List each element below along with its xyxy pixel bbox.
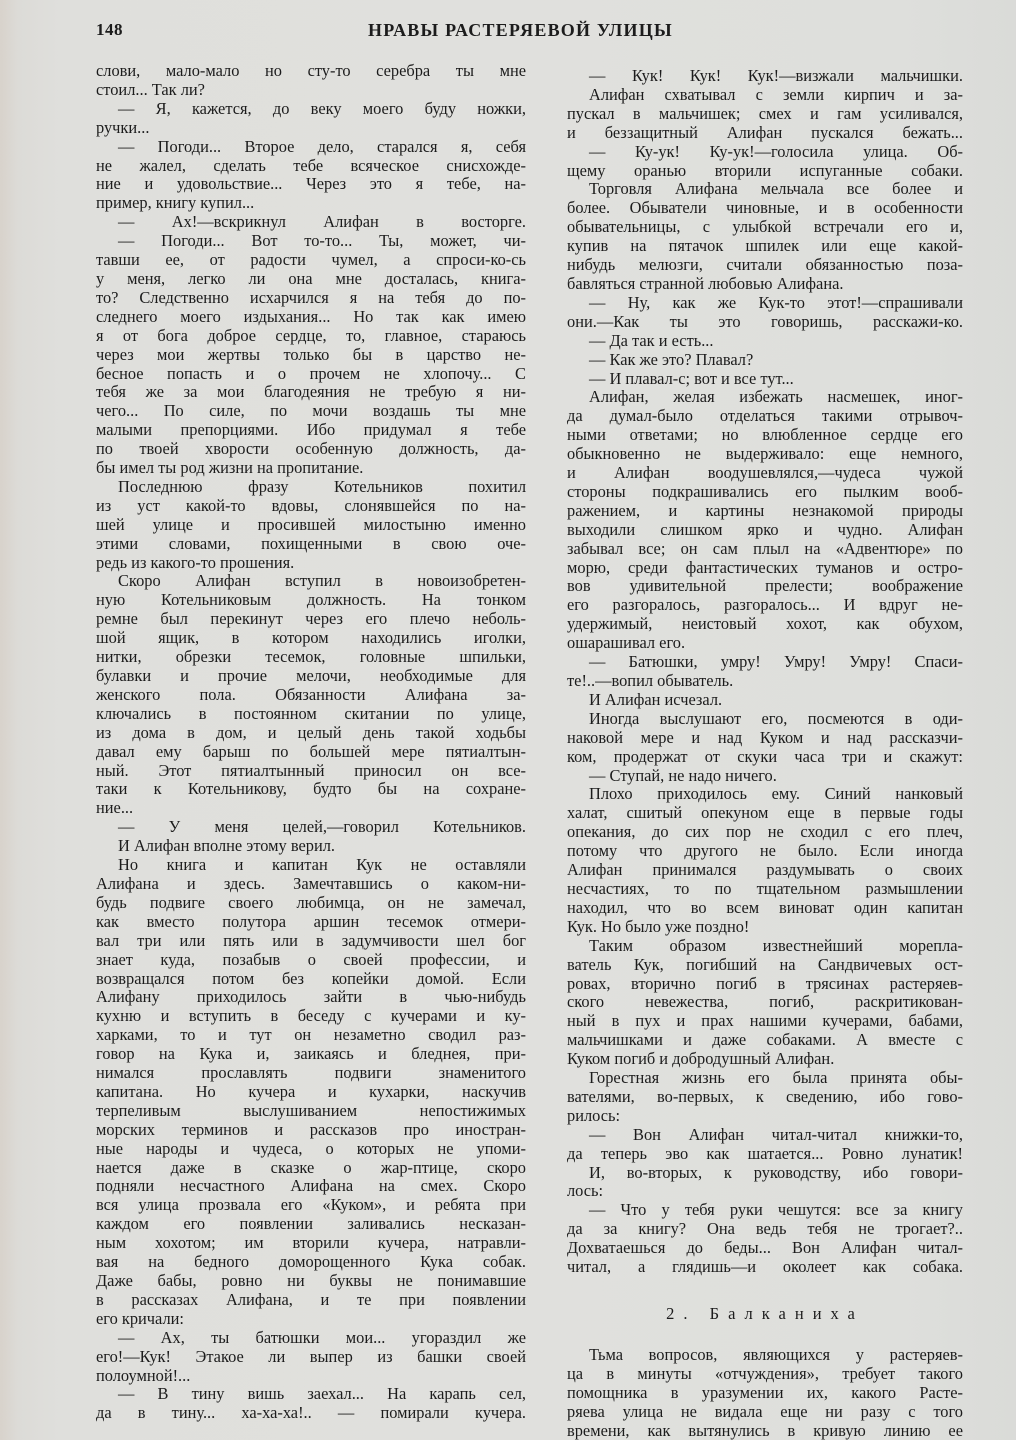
- text-line: будь подвиге своего любимца, он не замечал,: [96, 892, 526, 912]
- text-line: морю, среди фантастических туманов и остро-: [567, 557, 963, 577]
- text-line: читал, а глядишь—и околеет как собака.: [567, 1257, 963, 1277]
- text-line: — Ну, как же Кук-то этот!—спрашивали: [589, 292, 963, 312]
- text-line: — Ступай, не надо ничего.: [589, 765, 777, 785]
- text-line: — Ах!—вскрикнул Алифан в восторге.: [118, 212, 526, 232]
- text-line: более. Обыватели чиновные, и в особенности: [567, 198, 963, 218]
- text-line: — Ах, ты батюшки мои... угораздил же: [118, 1327, 526, 1347]
- text-line: в рассказах Алифана, и те при появлении: [96, 1289, 526, 1309]
- left-column: [96, 62, 526, 1423]
- text-line: — Кук! Кук! Кук!—визжали мальчишки.: [589, 66, 963, 85]
- text-line: нимался прославлять подвиги знаменитого: [96, 1063, 526, 1083]
- text-line: стороны подкрашивались его пылким вооб-: [567, 481, 963, 501]
- text-line: — Как же это? Плавал?: [589, 349, 754, 369]
- text-line: таки к Котельникову, будто бы на сохране-: [96, 779, 526, 799]
- text-line: — Погоди... Второе дело, старался я, себя: [118, 136, 526, 156]
- text-line: наковой мере и над Куком и над рассказчи-: [567, 727, 963, 747]
- text-line: терпеливым выслушиванием непостижимых: [96, 1100, 526, 1120]
- text-line: Торговля Алифана мельчала все более и: [589, 179, 963, 199]
- text-line: — У меня целей,—говорил Котельников.: [118, 817, 526, 837]
- text-line: да в тину... ха-ха-ха!.. — помирали кучера.: [96, 1403, 526, 1423]
- text-line: Алифан схватывал с земли кирпич и за-: [589, 84, 963, 104]
- text-line: подняли несчастного Алифана на смех. Скоро: [96, 1176, 526, 1196]
- text-line: да за книгу? Она ведь тебя не трогает?..: [567, 1219, 963, 1239]
- text-line: Дохватаешься до беды... Вон Алифан читал-: [567, 1238, 963, 1258]
- text-line: халат, сшитый опекуном еще в первые годы: [567, 803, 963, 823]
- text-line: через мои жертвы только бы в царство не-: [96, 344, 526, 364]
- text-line: ние...: [96, 798, 134, 818]
- text-line: бесное попасть и о прочем не хлопочу... С: [96, 363, 526, 383]
- text-line: его кричали:: [96, 1308, 184, 1328]
- text-line: шей улице и просившей милостыню именно: [96, 514, 526, 534]
- running-head: НРАВЫ РАСТЕРЯЕВОЙ УЛИЦЫ: [368, 20, 673, 40]
- text-line: слови, мало-мало но сту-то серебра ты мне: [96, 61, 526, 80]
- text-line: помощника в уразумении их, какого Расте-: [567, 1382, 963, 1402]
- text-line: — Я, кажется, до веку моего буду ножки,: [118, 98, 526, 118]
- text-line: чего... По силе, по мочи воздашь ты мне: [96, 401, 526, 421]
- text-line: Куком погиб и добродушный Алифан.: [567, 1049, 835, 1069]
- text-line: да теперь эво как шатается... Ровно лунатик!: [567, 1143, 963, 1163]
- text-line: ком, продержат от скуки часа три и скажут:: [567, 746, 963, 766]
- text-line: как вместо полутора аршин тесемок отмери-: [96, 911, 526, 931]
- text-line: капитана. Но кучера и кухарки, наскучив: [96, 1081, 526, 1101]
- text-line: ца в минуты «отчуждения», требует такого: [567, 1363, 963, 1383]
- text-line: Тьма вопросов, являющихся у растеряев-: [589, 1344, 963, 1364]
- text-line: — Вон Алифан читал-читал книжки-то,: [589, 1124, 963, 1144]
- text-line: те!..—вопил обыватель.: [567, 671, 734, 690]
- section-title: 2. Балканиха: [666, 1304, 864, 1323]
- text-line: ошарашивал его.: [567, 633, 686, 653]
- text-line: ключались в постоянном скитании по улице,: [96, 703, 526, 723]
- text-line: нается даже в сказке о жар-птице, скоро: [96, 1157, 526, 1177]
- text-line: Горестная жизнь его была принята обы-: [589, 1068, 963, 1088]
- text-line: Кук. Но было уже поздно!: [567, 916, 750, 936]
- text-line: Алифан, желая избежать насмешек, иног-: [589, 387, 963, 407]
- text-line: купив на пятачок шпилек или еще какой-: [567, 236, 963, 256]
- text-line: обывательницы, с улыбкой встречали его и,: [567, 217, 963, 237]
- text-line: лось:: [567, 1181, 604, 1201]
- text-line: тебя же за мои благодеяния не требую я ни-: [96, 382, 526, 402]
- text-line: и Алифан воодушевлялся,—чудеса чужой: [567, 463, 963, 483]
- text-line: ского невежества, погиб, раскритикован-: [567, 992, 963, 1012]
- text-line: ные народы и чудеса, о которых не упоми-: [96, 1138, 526, 1158]
- text-line: — В тину вишь заехал... На карапь сел,: [118, 1384, 526, 1404]
- text-line: и беззащитный Алифан пускался бежать...: [567, 122, 963, 142]
- text-line: опекания, до сих пор не сходил с его плеч,: [567, 822, 963, 842]
- text-line: ным хохотом; им вторили кучера, натравли-: [96, 1233, 526, 1253]
- text-line: вал три или пять или в задумчивости шел бог: [96, 930, 526, 950]
- text-line: ние и удовольствие... Через это я тебе, на-: [96, 174, 526, 194]
- text-line: ручки...: [96, 117, 150, 137]
- text-line: у меня, легко ли она мне досталась, книга-: [96, 268, 526, 288]
- text-line: забывал все; он сам плыл на «Адвентюре» по: [567, 538, 963, 558]
- text-line: да думал-было отделаться такими отрывоч-: [567, 406, 963, 426]
- text-line: пример, книгу купил...: [96, 193, 255, 213]
- text-line: выходили слишком ярко и чудно. Алифан: [567, 519, 963, 539]
- text-line: нитки, обрезки тесемок, головные шпильки,: [96, 647, 526, 667]
- text-line: ный в пух и прах нашими кучерами, бабами,: [567, 1011, 963, 1031]
- text-line: нибудь мелюзги, считали обязанностью поза-: [567, 255, 963, 275]
- text-line: вателями, во-первых, к сведению, ибо гово-: [567, 1086, 963, 1106]
- text-line: Таким образом известнейший морепла-: [589, 935, 963, 955]
- text-line: Иногда выслушают его, посмеются в оди-: [589, 708, 963, 728]
- text-line: Последнюю фразу Котельников похитил: [118, 476, 526, 496]
- text-line: И, во-вторых, к руководству, ибо говори-: [589, 1162, 963, 1182]
- text-line: булавки и прочие мелочи, необходимые для: [96, 666, 526, 685]
- text-line: давал ему барыш по большей мере пятиалтын-: [96, 741, 526, 761]
- text-line: бавляться странной любовью Алифана.: [567, 273, 844, 293]
- text-line: пускал в мальчишек; смех и гам усиливался,: [567, 103, 963, 123]
- text-line: Алифана и здесь. Замечтавшись о каком-ни-: [96, 873, 526, 893]
- text-line: ровах, вторично погиб в трясинах растеряев-: [567, 973, 963, 993]
- text-line: каждом его появлении заливались несказан-: [96, 1214, 526, 1234]
- text-line: ремне был перекинут через его плечо неболь-: [96, 609, 526, 629]
- text-line: женского пола. Обязанности Алифана за-: [96, 684, 526, 704]
- text-line: — Ку-ук! Ку-ук!—голосила улица. Об-: [589, 141, 963, 161]
- text-line: несчастиях, то по тщательном размышлении: [567, 878, 963, 898]
- text-line: шой ящик, в котором находились иголки,: [96, 628, 526, 648]
- text-line: следнего моего издыхания... Но так как имею: [96, 306, 526, 326]
- text-line: этими словами, похищенными в свою оче-: [96, 533, 526, 553]
- text-line: — Погоди... Вот то-то... Ты, может, чи-: [118, 231, 526, 251]
- text-line: харками, то и тут он незаметно сводил раз-: [96, 1025, 526, 1045]
- text-line: ную Котельниковым должность. На тонком: [96, 590, 526, 610]
- text-line: по твоей хворости особенную должность, да-: [96, 439, 526, 459]
- page-number: 148: [96, 20, 123, 39]
- text-line: они.—Как ты это говоришь, расскажи-ко.: [567, 311, 963, 331]
- text-line: ный. Этот пятиалтынный приносил он все-: [96, 760, 526, 780]
- text-line: мальчишками и даже собаками. А вместе с: [567, 1030, 963, 1050]
- text-line: тавши ее, от радости чумел, а спроси-ко-сь: [96, 250, 526, 270]
- text-line: И Алифан исчезал.: [589, 689, 723, 709]
- text-line: Даже бабы, ровно ни буквы не понимавшие: [96, 1271, 526, 1290]
- text-line: Плохо приходилось ему. Синий нанковый: [589, 784, 963, 804]
- right-column: [567, 67, 963, 1440]
- text-line: щему оранью вторили испуганные собаки.: [567, 160, 963, 180]
- text-line: удержимый, неистовый хохот, как обухом,: [567, 614, 963, 634]
- text-line: ряева улица не видала еще ни разу с того: [567, 1401, 963, 1421]
- text-line: не жалел, сделать тебе всяческое снисхожде-: [96, 155, 526, 175]
- text-line: Но книга и капитан Кук не оставляли: [118, 855, 526, 875]
- text-line: вая на бедного доморощенного Кука собак.: [96, 1252, 526, 1272]
- text-line: полоумной!...: [96, 1365, 191, 1385]
- text-line: — Да так и есть...: [589, 330, 714, 350]
- text-line: ватель Кук, погибший на Сандвичевых ост-: [567, 954, 963, 974]
- text-line: то? Следственно исхарчился я на тебя до по-: [96, 287, 526, 307]
- text-line: из дома в дом, и целый день такой ходьбы: [96, 722, 526, 742]
- text-line: Алифан принимался раздумывать о своих: [567, 860, 963, 880]
- text-line: кухню и вступить в беседу с кучерами и ку-: [96, 1006, 526, 1026]
- text-line: — И плавал-с; вот и все тут...: [589, 368, 794, 388]
- text-line: ражением, и картины незнакомой природы: [567, 500, 963, 520]
- text-line: малыми препорциями. Ибо придумал я тебе: [96, 420, 526, 440]
- text-line: бы имел ты род жизни на пропитание.: [96, 458, 364, 478]
- text-line: рилось:: [567, 1105, 621, 1125]
- text-line: его разгоралось, разгоралось... И вдруг не-: [567, 595, 963, 615]
- text-line: говор на Кука и, заикаясь и бледнея, при-: [96, 1044, 526, 1064]
- text-line: его!—Кук! Этакое ли выпер из башки своей: [96, 1346, 526, 1366]
- text-line: ными ответами; но влюбленное сердце его: [567, 425, 963, 445]
- text-line: И Алифан вполне этому верил.: [118, 836, 335, 856]
- right-column-text-before-section: [567, 67, 963, 1277]
- text-line: возвращался потом без копейки домой. Если: [96, 968, 526, 988]
- text-line: Скоро Алифан вступил в новоизобретен-: [118, 571, 526, 591]
- text-line: обыкновенно не выдерживало: еще немного,: [567, 444, 963, 464]
- text-line: — Что у тебя руки чешутся: все за книгу: [589, 1200, 963, 1220]
- text-line: редь из какого-то прошения.: [96, 552, 295, 572]
- text-line: времени, как вытянулись в кривую линию ее: [567, 1420, 963, 1440]
- text-line: стоил... Так ли?: [96, 79, 205, 99]
- right-column-text-after-section: [567, 1346, 963, 1440]
- text-line: вся улица прозвала его «Куком», и ребята при: [96, 1195, 526, 1215]
- text-line: потому что другого не было. Если иногда: [567, 841, 963, 861]
- text-line: Алифану приходилось зайти в чью-нибудь: [96, 987, 526, 1007]
- text-line: знает куда, позабыв о своей профессии, и: [96, 949, 526, 969]
- text-line: морских терминов и рассказов про иностран-: [96, 1119, 526, 1139]
- text-line: вов удивительной прелести; воображение: [567, 576, 963, 596]
- text-line: из уст какой-то вдовы, слонявшейся по на-: [96, 495, 526, 515]
- text-line: — Батюшки, умру! Умру! Умру! Спаси-: [589, 652, 963, 672]
- text-line: находил, что во всем виноват один капитан: [567, 897, 963, 917]
- text-line: я от бога доброе сердце, то, главное, стараюсь: [96, 325, 526, 345]
